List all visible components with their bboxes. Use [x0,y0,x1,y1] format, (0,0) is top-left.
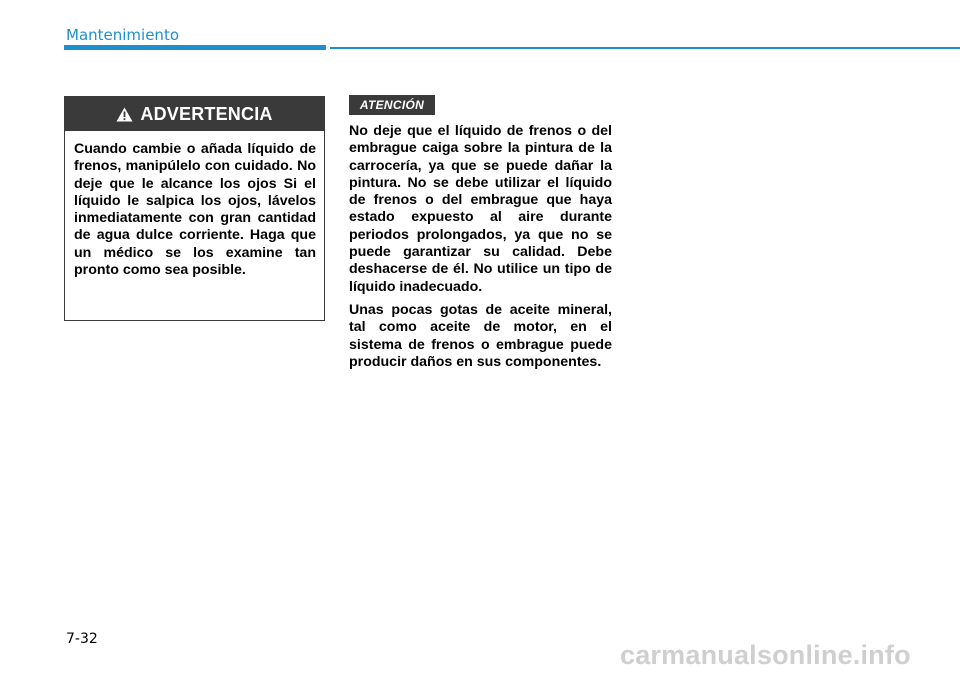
caution-body [349,123,612,377]
warning-text: Cuando cambie o añada líquido de frenos, manipúlelo con cuidado. No deje que le alcance los ojos Si el líquido le salpica los ojos, lávelos inmediatamente con gran cantidad de agua dulce corriente. Haga que un médico se los examine tan pronto como sea posible. [74,141,316,279]
header-rule-thin [330,47,960,49]
warning-title: ADVERTENCIA [140,103,273,124]
warning-triangle-icon [116,107,133,122]
section-title: Mantenimiento [66,26,179,44]
page-number: 7-32 [66,631,98,647]
header-rule-thick [64,45,326,50]
caution-paragraph: Unas pocas gotas de aceite mineral, tal como aceite de motor, en el sistema de frenos o embrague puede producir daños en sus componentes. [349,301,612,370]
caution-paragraph: No deje que el líquido de frenos o del embrague caiga sobre la pintura de la carrocería, ya que se puede dañar la pintura. No se debe utilizar el líquido de frenos o del embrague que haya estado expuesto al aire durante periodos prolongados, ya que no se puede garantizar su calidad. Debe deshacerse de él. No utilice un tipo de líquido inadecuado. [349,123,612,295]
caution-badge: ATENCIÓN [349,95,435,115]
warning-box [64,96,325,321]
watermark: carmanualsonline.info [620,640,911,670]
warning-header [65,97,324,131]
